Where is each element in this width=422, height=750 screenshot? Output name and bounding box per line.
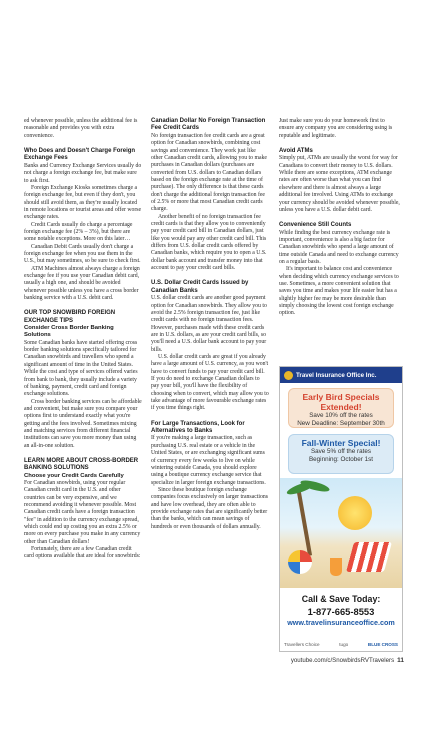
paragraph: Cross border banking services can be affordable and convenient, but make sure you compare your options first to understand exactly what you're getting and the fees involved. Sometimes mixing and matching services from different financial institutions can save you more money than using an all-in-one solution. [24,398,142,449]
paragraph: U.S. dollar credit cards are another good payment option for Canadian snowbirds. They allow you to avoid the 2.5% foreign transaction fee, just like credit cards with no foreign transaction fees. However, purchases made with these credit cards are in U.S. dollars, as are your credit card bills, so you'll need a U.S. dollar bank account to pay your bills. [151,295,267,353]
subsection-heading: Consider Cross Border Banking Solutions [24,325,114,339]
beach-chair-icon [346,542,392,572]
partner-logo-travellers-choice: Travellers Choice [284,642,320,647]
paragraph: Another benefit of no foreign transaction fee credit cards is that they allow you to conveniently pay your credit card bill in Canadian dollars, just like you would pay any other credit card bill. This differs from U.S. dollar credit cards offered by Canadian banks, which require you to open a U.S. dollar bank account and transfer money into that account to pay your credit card bills. [151,213,267,271]
advertiser-logo [280,367,402,383]
advertiser-name: Travel Insurance Office Inc. [296,371,377,379]
promo-discount: Save 10% off the rates [309,412,373,419]
palm-tree-icon [296,486,312,556]
promo-title: Early Bird Specials Extended! [302,392,380,412]
beach-ball-icon [288,550,312,574]
paragraph: No foreign transaction fee credit cards are a great option for Canadian snowbirds, combining cost savings and convenience. They work just like other Canadian credit cards, allowing you to make purchases in Canadian dollars (purchases are converted from U.S. dollars to Canadian dollars based on the foreign exchange rate at the time of purchase). The only difference is that these cards don't charge the additional foreign transaction fee of 2.5% or more that most Canadian credit cards charge. [151,132,267,213]
palm-leaf-icon [299,478,330,493]
article-column-3 [279,118,401,318]
paragraph: Just make sure you do your homework first to ensure any company you are considering using is reputable and legitimate. [279,118,393,139]
paragraph: Credit Cards usually do charge a percentage foreign exchange fee (2% – 3%), but there are some notable exceptions. More on this later… [24,221,133,243]
paragraph: ed whenever possible, unless the additional fee is reasonable and provides you with extra convenience. [24,118,138,139]
paragraph: If you're making a large transaction, such as purchasing U.S. real estate or a vehicle in the United States, or are exchanging significant sums of currency every few weeks to live on while wintering outside Canada, you should explore using a boutique currency exchange service that specialize in larger foreign exchange transactions. [151,435,266,486]
phone-number[interactable]: 1-877-665-8553 [307,606,375,617]
fall-winter-promo [288,434,394,474]
article-column-2 [151,118,269,531]
early-bird-promo [288,388,394,428]
beach-illustration [280,478,402,588]
sun-icon [338,496,372,530]
partner-logos [284,642,398,647]
section-heading: OUR TOP SNOWBIRD FOREIGN EXCHANGE TIPS [24,310,116,324]
footer-url[interactable]: youtube.com/c/SnowbirdsRVTravelers [290,657,395,664]
paragraph: U.S. dollar credit cards are great if you already have a large amount of U.S. currency, as you won't have to convert funds to pay your credit card bill. If you do need to exchange Canadian dollars to pay your bill, you'll have the flexibility of choosing when to convert, which may allow you to take advantage of more favourable exchange rates if you time things right. [151,353,269,412]
section-heading: Avoid ATMs [279,148,313,155]
section-heading: U.S. Dollar Credit Cards Issued by Canadian Banks [151,280,249,294]
paragraph: While finding the best currency exchange rate is important, convenience is also a big factor for Canadian snowbirds who spend a large amount of time outside Canada and need to exchange currency on a regular basis. [279,229,399,265]
paragraph: ATM Machines almost always charge a foreign exchange fee if you use your Canadian debit card, usually a high one, and should be avoided whenever possible unless you have a cross border banking service with a U.S. debit card. [24,265,140,302]
paragraph: Some Canadian banks have started offering cross border banking solutions specifically tailored for Canadian snowbirds and travellers who spend a significant amount of time in the United States. While the cost and type of services offered varies from bank to bank, they usually include a variety of banking, payment, credit card and foreign exchange solutions. [24,339,138,398]
paragraph: Banks and Currency Exchange Services usually do not charge a foreign exchange fee, but make sure to ask first. [24,162,142,184]
promo-discount: Save 5% off the rates [310,448,372,455]
section-heading: Who Does and Doesn't Charge Foreign Exchange Fees [24,148,136,162]
promo-title: Fall-Winter Special! [301,438,381,448]
paragraph: Foreign Exchange Kiosks sometimes charge a foreign exchange fee, but even if they don't, you should still avoid them, as they're usually located in remote locations or tourist areas and offer worse exchange rates. [24,184,142,221]
call-to-action [280,594,402,628]
paragraph: For Canadian snowbirds, using your regular Canadian credit card in the U.S. and other countries can be very expensive, and we recommend avoiding it whenever possible. Most Canadian credit cards have a foreign transaction "fee" in addition to the currency exchange spread, which could end up costing you an extra 2.5% or more on every purchase you make in any currency other than Canadian dollars! [24,480,141,545]
section-heading: LEARN MORE ABOUT CROSS-BORDER BANKING SOLUTIONS [24,457,139,472]
partner-logo-tugo: tugo [339,642,349,647]
promo-start-date: Beginning: October 1st [308,456,374,463]
paragraph: Fortunately, there are a few Canadian credit card options available that are ideal for snowbirds: [24,546,141,560]
partner-logo-blue-cross: BLUE CROSS [367,642,398,647]
drink-glass-icon [330,558,342,576]
subsection-heading: Choose your Credit Cards Carefully [24,472,124,479]
logo-mark-icon [284,371,293,380]
section-heading: Canadian Dollar No Foreign Transaction Fee Credit Cards [151,118,266,132]
article-column-1 [24,118,142,561]
paragraph: It's important to balance cost and convenience when deciding which currency exchange services to use. Sometimes, a more convenient solution that saves you time and makes your life easier but has a slightly higher fee may be more desirable than simply choosing the lowest cost foreign exchange option. [279,266,399,317]
section-heading: For Large Transactions, Look for Alternatives to Banks [151,420,245,435]
page-number: 11 [397,657,404,664]
call-heading: Call & Save Today: [301,594,381,604]
paragraph: Simply put, ATMs are usually the worst for way for Canadians to convert their money to U.S. dollars. While there are some exceptions, ATM exchange rates are often worse than what you can find elsewhere and there is almost always a large additional fee involved. Using ATMs to exchange your currency should be avoided whenever possible, unless you have a U.S. dollar debit card. [279,155,400,213]
website-link[interactable]: www.travelinsuranceoffice.com [287,618,395,627]
paragraph: Since these boutique foreign exchange companies focus exclusively on larger transactions and have low overhead, they are often able to provide exchange rates that are significantly better than the banks, which can mean savings of hundreds or even thousands of dollars annually. [151,486,268,530]
promo-deadline: New Deadline: September 30th [297,420,385,427]
page-footer [276,657,404,664]
section-heading: Convenience Still Counts [279,222,352,229]
paragraph: Canadian Debit Cards usually don't charge a foreign exchange fee when you use them in the U.S., but may sometimes, so be sure to check first. [24,243,141,265]
travel-insurance-advertisement[interactable] [279,366,403,652]
